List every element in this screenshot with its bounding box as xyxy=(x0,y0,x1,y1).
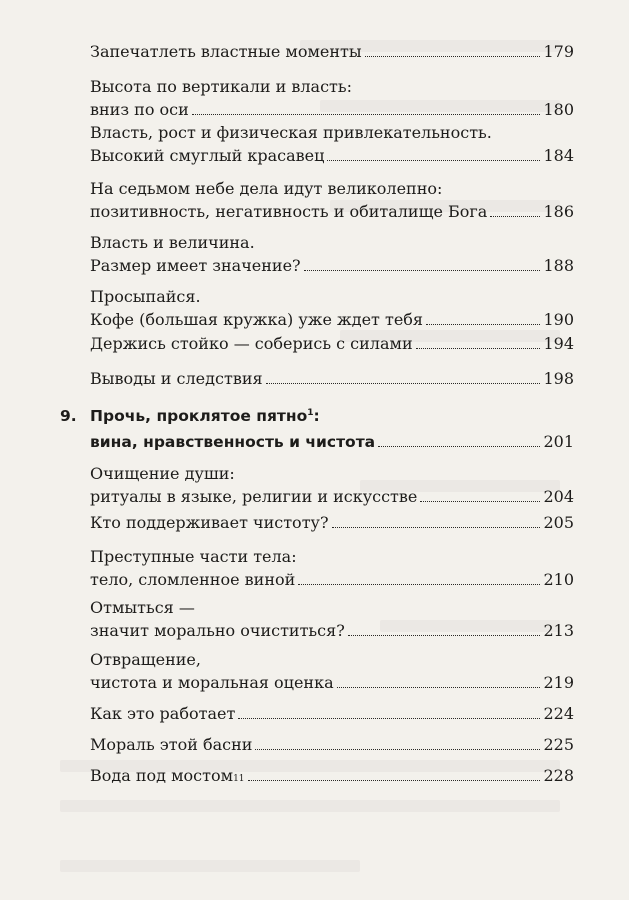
toc-page-number: 210 xyxy=(543,570,574,589)
toc-entry xyxy=(90,177,574,223)
toc-entry xyxy=(90,648,574,694)
toc-entry-subtitle: ритуалы в языке, религии и искусстве xyxy=(90,487,418,506)
toc-page-number: 228 xyxy=(543,766,574,785)
toc-page-number: 224 xyxy=(543,704,574,723)
toc-entry xyxy=(90,545,574,591)
toc-entry xyxy=(90,511,574,534)
toc-page-number: 180 xyxy=(543,100,574,119)
toc-entry-title: Власть, рост и физическая привлекательность. xyxy=(90,123,492,142)
toc-entry xyxy=(90,332,574,355)
toc-entry-title: На седьмом небе дела идут великолепно: xyxy=(90,179,443,198)
toc-entry-title: Вода под мостом xyxy=(90,766,234,785)
toc-entry-title: Запечатлеть властные моменты xyxy=(90,42,362,61)
toc-entry-title: Просыпайся. xyxy=(90,287,201,306)
toc-entry-subtitle: вниз по оси xyxy=(90,100,189,119)
toc-entry-title: Кто поддерживает чистоту? xyxy=(90,513,329,532)
toc-entry xyxy=(90,285,574,331)
toc-page-number: 205 xyxy=(543,513,574,532)
toc-page-number: 204 xyxy=(543,487,574,506)
toc-page-number: 184 xyxy=(543,146,574,165)
toc-page-number: 219 xyxy=(543,673,574,692)
chapter-title-colon: : xyxy=(313,407,320,425)
toc-entry xyxy=(90,596,574,642)
toc-page-number: 190 xyxy=(543,310,574,329)
toc-page-number: 213 xyxy=(543,621,574,640)
toc-page-number: 188 xyxy=(543,256,574,275)
chapter-subtitle: вина, нравственность и чистота xyxy=(90,433,376,451)
toc-entry-title: Как это работает xyxy=(90,704,236,723)
toc-entry-subtitle: Высокий смуглый красавец xyxy=(90,146,325,165)
toc-entry xyxy=(90,462,574,508)
toc-entry xyxy=(90,231,574,277)
toc-page-number: 186 xyxy=(543,202,574,221)
toc-entry: Вода под мостом 11 228 xyxy=(90,766,574,785)
toc-page-number: 225 xyxy=(543,735,574,754)
toc-entry-title: Отвращение, xyxy=(90,650,201,669)
toc-entry-subtitle: Размер имеет значение? xyxy=(90,256,301,275)
toc-entry xyxy=(90,367,574,390)
toc-entry xyxy=(90,40,574,63)
toc-page-number: 194 xyxy=(543,334,574,353)
toc-entry xyxy=(90,75,574,121)
toc-entry xyxy=(90,121,574,167)
footnote-marker: 1 xyxy=(307,407,314,418)
chapter-heading xyxy=(60,404,574,455)
toc-entry xyxy=(90,702,574,725)
toc-entry xyxy=(90,733,574,756)
toc-entry-subtitle: Кофе (большая кружка) уже ждет тебя xyxy=(90,310,424,329)
chapter-number: 9. xyxy=(60,407,77,425)
toc-page-number: 201 xyxy=(543,432,574,451)
toc-entry-title: Преступные части тела: xyxy=(90,547,297,566)
toc-entry-title: Отмыться — xyxy=(90,598,195,617)
toc-entry-subtitle: чистота и моральная оценка xyxy=(90,673,334,692)
toc-page-number: 179 xyxy=(543,42,574,61)
toc-entry-subtitle: тело, сломленное виной xyxy=(90,570,296,589)
toc-entry-title: Держись стойко — соберись с силами xyxy=(90,334,413,353)
toc-entry-subtitle: значит морально очиститься? xyxy=(90,621,345,640)
toc-entry-title: Очищение души: xyxy=(90,464,235,483)
toc-entry-title: Высота по вертикали и власть: xyxy=(90,77,353,96)
toc-entry-title: Мораль этой басни xyxy=(90,735,253,754)
chapter-title: Прочь, проклятое пятно xyxy=(90,407,308,425)
toc-entry-title: Власть и величина. xyxy=(90,233,255,252)
toc-entry-title: Выводы и следствия xyxy=(90,369,263,388)
toc-page-number: 198 xyxy=(543,369,574,388)
toc-entry-subtitle: позитивность, негативность и обиталище Бога xyxy=(90,202,488,221)
